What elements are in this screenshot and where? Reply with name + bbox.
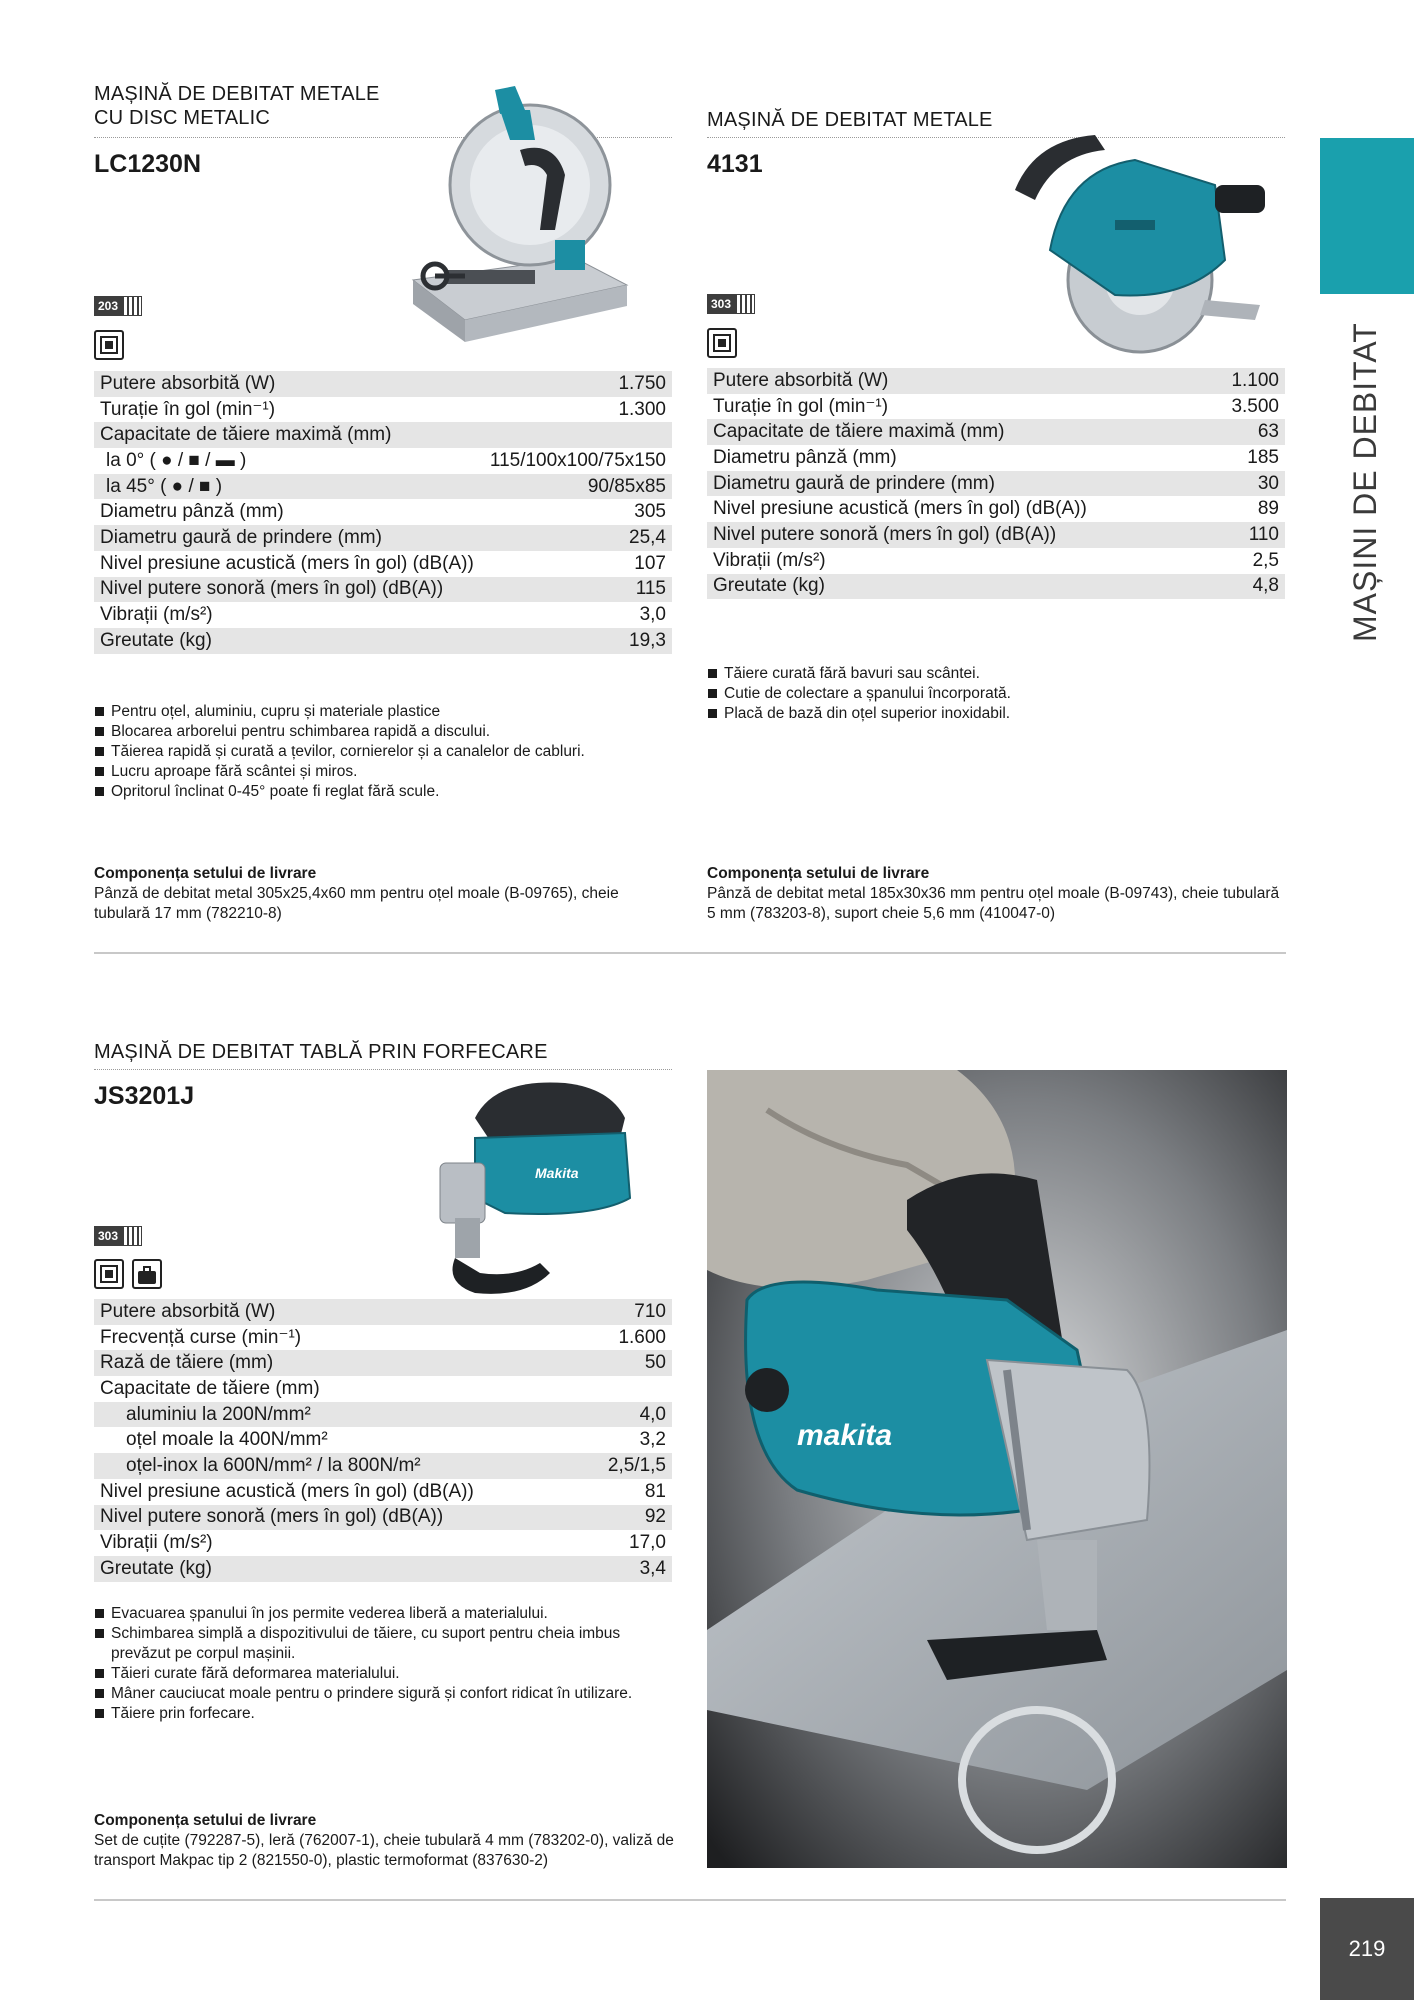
spec-row: Nivel presiune acustică (mers în gol) (dB(A)) 81 xyxy=(100,1480,666,1502)
spec-row: Nivel putere sonoră (mers în gol) (dB(A)) 110 xyxy=(707,522,1285,548)
feature-item: Tăiere prin forfecare. xyxy=(94,1704,664,1724)
footer-separator xyxy=(94,1899,1286,1901)
delivery-set-title: Componența setului de livrare xyxy=(707,865,930,882)
delivery-set-title: Componența setului de livrare xyxy=(94,865,317,882)
spec-row: aluminiu la 200N/mm² 4,0 xyxy=(94,1402,672,1428)
product-3-image xyxy=(435,1078,635,1303)
spec-row: Greutate (kg) 19,3 xyxy=(94,628,672,654)
product-1-vibration-badge xyxy=(94,295,142,317)
delivery-set-text: Pânză de debitat metal 305x25,4x60 mm pentru oțel moale (B-09765), cheie tubulară 17 mm (782210-8) xyxy=(94,885,619,922)
feature-item: Cutie de colectare a șpanului încorporată. xyxy=(707,684,1287,704)
spec-row: Diametru pânză (mm) 185 xyxy=(713,446,1279,468)
feature-item: Schimbarea simplă a dispozitivului de tăiere, cu suport pentru cheia imbus prevăzut pe corpul mașinii. xyxy=(94,1624,664,1664)
product-1-category xyxy=(94,82,380,130)
product-3-delivery-set xyxy=(94,1811,674,1871)
product-3-category: MAȘINĂ DE DEBITAT TABLĂ PRIN FORFECARE xyxy=(94,1041,548,1063)
spec-row: Frecvență curse (min⁻¹) 1.600 xyxy=(100,1326,666,1349)
product-1-spec-table xyxy=(94,371,672,654)
product-2-image xyxy=(995,130,1270,355)
feature-item: Tăierea rapidă și curată a țevilor, cornierelor și a canalelor de cabluri. xyxy=(94,742,674,762)
spec-row: Nivel presiune acustică (mers în gol) (dB(A)) 89 xyxy=(713,498,1279,520)
product-2-delivery-set xyxy=(707,864,1287,924)
feature-item: Mâner cauciucat moale pentru o prindere sigură și confort ridicat în utilizare. xyxy=(94,1684,664,1704)
spec-row: Capacitate de tăiere maximă (mm) 63 xyxy=(707,419,1285,445)
product-3-features xyxy=(94,1604,664,1724)
product-1-features xyxy=(94,702,674,802)
feature-item: Placă de bază din oțel superior inoxidabil. xyxy=(707,704,1287,724)
spec-row: Diametru gaură de prindere (mm) 25,4 xyxy=(94,525,672,551)
spec-row: la 45° ( ● / ■ ) 90/85x85 xyxy=(94,474,672,500)
product-1-delivery-set xyxy=(94,864,674,924)
makita-logo-text: makita xyxy=(797,1419,893,1452)
spec-row: Capacitate de tăiere maximă (mm) xyxy=(94,422,672,448)
double-insulation-icon xyxy=(94,1259,124,1289)
spec-row: Nivel putere sonoră (mers în gol) (dB(A)) 92 xyxy=(94,1505,672,1531)
spec-row: Greutate (kg) 3,4 xyxy=(94,1556,672,1582)
product-2-category: MAȘINĂ DE DEBITAT METALE xyxy=(707,109,993,131)
product-1-category-line1: MAȘINĂ DE DEBITAT METALE xyxy=(94,83,380,105)
product-3-spec-table xyxy=(94,1299,672,1582)
feature-item: Lucru aproape fără scântei și miros. xyxy=(94,762,674,782)
feature-item: Tăiere curată fără bavuri sau scântei. xyxy=(707,664,1287,684)
spec-row: Nivel putere sonoră (mers în gol) (dB(A)) 115 xyxy=(94,577,672,603)
badge-number: 203 xyxy=(94,296,122,316)
spec-row: Nivel presiune acustică (mers în gol) (dB(A)) 107 xyxy=(100,552,666,574)
svg-text:Makita: Makita xyxy=(535,1165,579,1181)
carrying-case-icon xyxy=(132,1259,162,1289)
vibration-spring-icon xyxy=(122,1226,142,1246)
spec-row: Greutate (kg) 4,8 xyxy=(707,574,1285,600)
spec-row: oțel moale la 400N/mm² 3,2 xyxy=(126,1429,666,1451)
product-2-features xyxy=(707,664,1287,724)
product-3-model: JS3201J xyxy=(94,1082,195,1110)
product-3-action-photo xyxy=(707,1070,1287,1868)
feature-item: Opritorul înclinat 0-45° poate fi reglat fără scule. xyxy=(94,782,674,802)
double-insulation-icon xyxy=(707,328,737,358)
vibration-spring-icon xyxy=(122,296,142,316)
badge-number: 303 xyxy=(707,294,735,314)
spec-row: Diametru gaură de prindere (mm) 30 xyxy=(707,471,1285,497)
spec-row: Vibrații (m/s²) 17,0 xyxy=(100,1532,666,1554)
section-color-tab xyxy=(1320,138,1414,294)
spec-row: Turație în gol (min⁻¹) 3.500 xyxy=(713,395,1279,418)
product-1-category-line2: CU DISC METALIC xyxy=(94,107,270,129)
spec-row: Vibrații (m/s²) 3,0 xyxy=(100,604,666,626)
double-insulation-icon xyxy=(94,330,124,360)
spec-row: Capacitate de tăiere (mm) xyxy=(100,1377,320,1399)
spec-row: la 0° ( ● / ■ / ▬ ) 115/100x100/75x150 xyxy=(106,449,666,471)
product-1-model: LC1230N xyxy=(94,150,201,178)
product-2-spec-table xyxy=(707,368,1285,599)
vibration-spring-icon xyxy=(735,294,755,314)
section-separator xyxy=(94,952,1286,954)
product-3-divider xyxy=(94,1069,672,1070)
delivery-set-title: Componența setului de livrare xyxy=(94,1812,317,1829)
spec-row: Putere absorbită (W) 710 xyxy=(94,1299,672,1325)
spec-row: Turație în gol (min⁻¹) 1.300 xyxy=(100,398,666,421)
product-2-model: 4131 xyxy=(707,150,763,178)
product-2-vibration-badge xyxy=(707,293,755,315)
feature-item: Evacuarea șpanului în jos permite vederea liberă a materialului. xyxy=(94,1604,664,1624)
spec-row: Putere absorbită (W) 1.750 xyxy=(94,371,672,397)
spec-row: Diametru pânză (mm) 305 xyxy=(100,501,666,523)
product-1-image xyxy=(405,80,635,365)
spec-row: Rază de tăiere (mm) 50 xyxy=(94,1350,672,1376)
delivery-set-text: Pânză de debitat metal 185x30x36 mm pentru oțel moale (B-09743), cheie tubulară 5 mm (783203-8), suport cheie 5,6 mm (410047-0) xyxy=(707,885,1280,922)
spec-row: Putere absorbită (W) 1.100 xyxy=(707,368,1285,394)
feature-item: Pentru oțel, aluminiu, cupru și materiale plastice xyxy=(94,702,674,722)
delivery-set-text: Set de cuțite (792287-5), leră (762007-1), cheie tubulară 4 mm (783202-0), valiză de transport Makpac tip 2 (821550-0), plastic termoformat (837630-2) xyxy=(94,1832,674,1869)
badge-number: 303 xyxy=(94,1226,122,1246)
feature-item: Tăieri curate fără deformarea materialului. xyxy=(94,1664,664,1684)
spec-row: Vibrații (m/s²) 2,5 xyxy=(713,549,1279,571)
page-number: 219 xyxy=(1320,1898,1414,2000)
section-title: MAȘINI DE DEBITAT xyxy=(1347,322,1383,642)
spec-row: oțel-inox la 600N/mm² / la 800N/m² 2,5/1,5 xyxy=(94,1453,672,1479)
product-3-vibration-badge xyxy=(94,1225,142,1247)
feature-item: Blocarea arborelui pentru schimbarea rapidă a discului. xyxy=(94,722,674,742)
